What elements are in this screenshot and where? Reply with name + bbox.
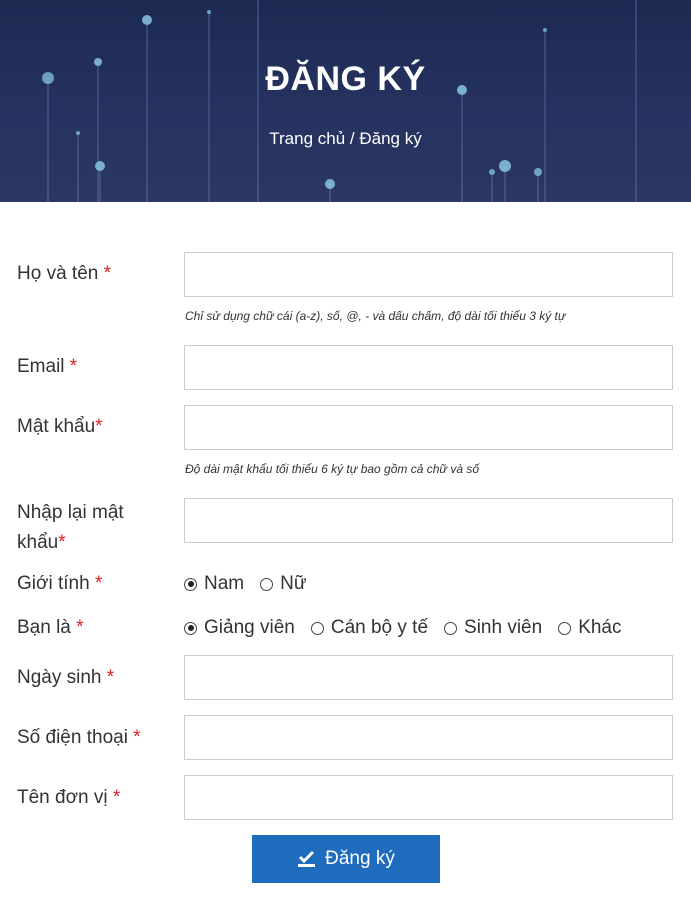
unit-label: Tên đơn vị * xyxy=(17,787,121,808)
gender-option-nu[interactable]: Nữ xyxy=(260,573,306,595)
page-title: ĐĂNG KÝ xyxy=(265,60,426,98)
required-mark: * xyxy=(106,667,115,688)
registration-form xyxy=(0,202,691,909)
required-mark: * xyxy=(76,617,84,638)
email-label: Email * xyxy=(17,356,78,377)
required-mark: * xyxy=(103,263,112,284)
birthday-label: Ngày sinh * xyxy=(17,667,115,688)
role-option-khac[interactable]: Khác xyxy=(558,617,621,639)
required-mark: * xyxy=(94,573,103,594)
required-mark: * xyxy=(95,416,103,437)
gender-radio-group xyxy=(184,569,323,599)
breadcrumb-current: Đăng ký xyxy=(359,129,422,148)
breadcrumb-home-link[interactable]: Trang chủ xyxy=(269,129,346,148)
password-input[interactable] xyxy=(184,405,673,450)
breadcrumb xyxy=(0,129,691,149)
password-label: Mật khẩu* xyxy=(17,416,103,437)
radio-unchecked-icon[interactable] xyxy=(260,578,273,591)
role-option-can-bo-y-te[interactable]: Cán bộ y tế xyxy=(311,617,428,639)
email-input[interactable] xyxy=(184,345,673,390)
radio-unchecked-icon[interactable] xyxy=(558,622,571,635)
radio-checked-icon[interactable] xyxy=(184,622,197,635)
full-name-label: Họ và tên * xyxy=(17,263,112,284)
confirm-password-label: Nhập lại mật khẩu* xyxy=(17,502,124,553)
circuit-background-decoration xyxy=(0,0,691,202)
confirm-password-input[interactable] xyxy=(184,498,673,543)
register-submit-label: Đăng ký xyxy=(325,848,395,869)
phone-input[interactable] xyxy=(184,715,673,760)
full-name-input[interactable] xyxy=(184,252,673,297)
required-mark: * xyxy=(112,787,121,808)
radio-unchecked-icon[interactable] xyxy=(311,622,324,635)
unit-input[interactable] xyxy=(184,775,673,820)
role-option-sinh-vien[interactable]: Sinh viên xyxy=(444,617,542,639)
radio-checked-icon[interactable] xyxy=(184,578,197,591)
check-edit-icon xyxy=(297,850,317,868)
role-label: Bạn là * xyxy=(17,617,84,638)
required-mark: * xyxy=(69,356,78,377)
register-submit-button[interactable] xyxy=(252,835,440,883)
required-mark: * xyxy=(58,532,66,553)
birthday-input[interactable] xyxy=(184,655,673,700)
full-name-hint: Chỉ sử dụng chữ cái (a-z), số, @, - và dấu chấm, độ dài tối thiểu 3 ký tự xyxy=(185,309,566,323)
role-radio-group xyxy=(184,613,638,643)
gender-option-nam[interactable]: Nam xyxy=(184,573,244,595)
radio-unchecked-icon[interactable] xyxy=(444,622,457,635)
password-hint: Độ dài mật khẩu tối thiểu 6 ký tự bao gồm cả chữ và số xyxy=(185,462,480,476)
gender-label: Giới tính * xyxy=(17,573,103,594)
page-header-banner xyxy=(0,0,691,202)
required-mark: * xyxy=(133,727,141,748)
role-option-giang-vien[interactable]: Giảng viên xyxy=(184,617,295,639)
breadcrumb-separator: / xyxy=(345,129,360,148)
phone-label: Số điện thoại * xyxy=(17,727,141,748)
